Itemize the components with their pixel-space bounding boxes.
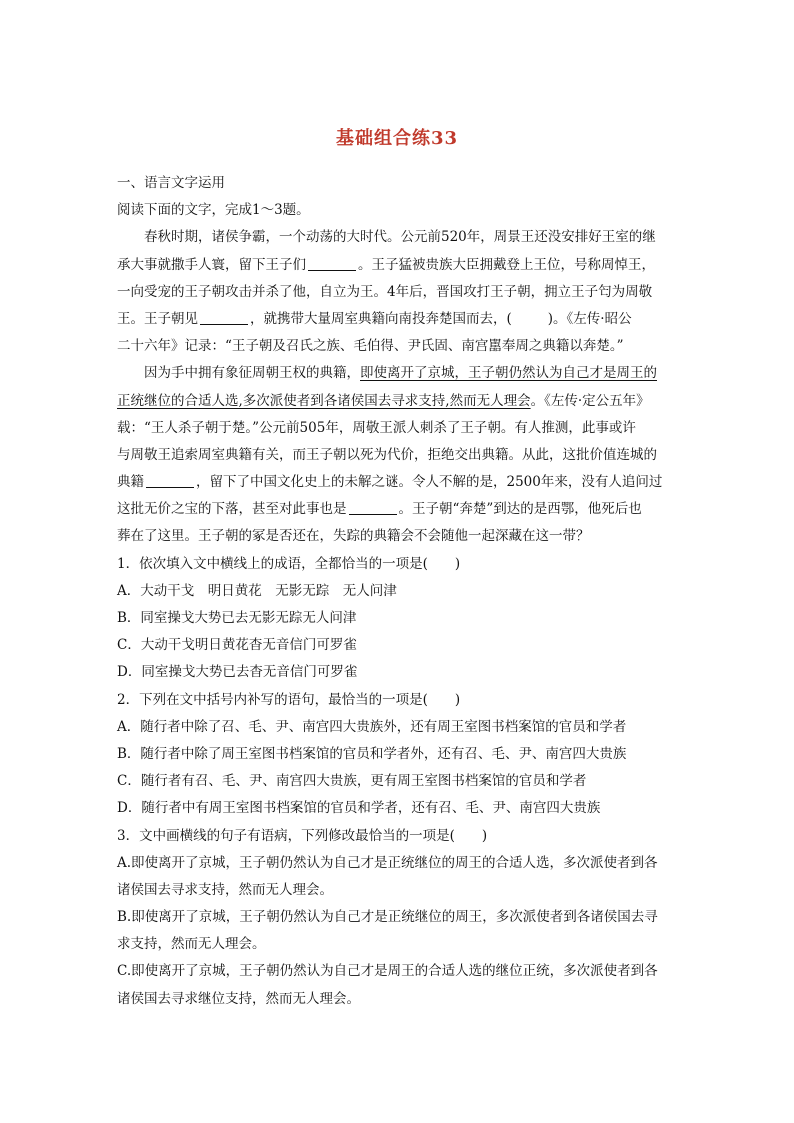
passage-line — [117, 469, 679, 496]
document-body — [117, 170, 679, 1013]
passage-line: 载：“王人杀子朝于楚。”公元前505年，周敬王派人刺杀了王子朝。有人推测，此事或许 — [117, 419, 636, 436]
fill-blank-2 — [200, 308, 248, 325]
underlined-sentence: 即使离开了京城，王子朝仍然认为自己才是周王的 — [360, 365, 657, 382]
question-stem: 3．文中画横线的句子有语病，下列修改最恰当的一项是( ) — [117, 827, 488, 844]
passage-text: 典籍 — [117, 474, 144, 491]
option-a: A．随行者中除了召、毛、尹、南宫四大贵族外，还有周王室图书档案馆的官员和学者 — [117, 718, 627, 735]
page-title: 基础组合练33 — [335, 128, 459, 149]
question-stem: 1．依次填入文中横线上的成语，全都恰当的一项是( ) — [117, 555, 461, 572]
option-d: D．同室操戈大势已去杳无音信门可罗雀 — [117, 664, 358, 681]
option-c-cont: 诸侯国去寻求继位支持，然而无人理会。 — [117, 990, 360, 1007]
passage-line: 二十六年》记录：“王子朝及召氏之族、毛伯得、尹氏固、南宫嚚奉周之典籍以奔楚。” — [117, 338, 624, 355]
option-d: D．随行者中有周王室图书档案馆的官员和学者，还有召、毛、尹、南宫四大贵族 — [117, 800, 601, 817]
option-b: B.即使离开了京城，王子朝仍然认为自己才是正统继位的周王，多次派使者到各诸侯国去寻 — [117, 909, 658, 926]
passage-line: 葬在了这里。王子朝的冢是否还在，失踪的典籍会不会随他一起深藏在这一带？ — [117, 528, 590, 545]
passage-line — [117, 252, 679, 279]
question-1 — [117, 551, 679, 687]
fill-blank-1 — [308, 254, 356, 271]
passage-line: 一向受宠的王子朝攻击并杀了他，自立为王。4年后，晋国攻打王子朝，拥立王子匄为周敬 — [117, 283, 653, 300]
passage-line: 与周敬王追索周室典籍有关，而王子朝以死为代价，拒绝交出典籍。从此，这批价值连城的 — [117, 446, 657, 463]
underlined-sentence: 正统继位的合适人选,多次派使者到各诸侯国去寻求支持,然而无人理会 — [117, 392, 531, 409]
question-2 — [117, 687, 679, 823]
passage-text: )。《左传·昭公 — [547, 310, 632, 327]
passage-text: 承大事就撒手人寰，留下王子们 — [117, 256, 306, 273]
passage-text: 。王子猛被贵族大臣拥戴登上王位，号称周悼王， — [358, 256, 655, 273]
option-c: C．大动干戈明日黄花杳无音信门可罗雀 — [117, 637, 357, 654]
question-3 — [117, 823, 679, 1013]
question-stem: 2．下列在文中括号内补写的语句，最恰当的一项是( ) — [117, 691, 461, 708]
fill-blank-3 — [146, 471, 194, 488]
passage — [117, 224, 679, 550]
passage-line — [117, 306, 679, 333]
fill-blank-4 — [349, 498, 397, 515]
option-a: A.即使离开了京城，王子朝仍然认为自己才是正统继位的周王的合适人选，多次派使者到各 — [117, 854, 658, 871]
passage-line — [117, 388, 679, 415]
option-b: B．同室操戈大势已去无影无踪无人问津 — [117, 610, 357, 626]
option-b: B．随行者中除了周王室图书档案馆的官员和学者外，还有召、毛、尹、南宫四大贵族 — [117, 745, 627, 762]
passage-text: ，留下了中国文化史上的未解之谜。令人不解的是，2500年来，没有人追问过 — [196, 474, 663, 491]
option-c: C.即使离开了京城，王子朝仍然认为自己才是周王的合适人选的继位正统，多次派使者到各 — [117, 963, 658, 980]
option-b-cont: 求支持，然而无人理会。 — [117, 936, 266, 953]
option-a: A．大动干戈 明日黄花 无影无踪 无人问津 — [117, 582, 397, 599]
option-c: C．随行者有召、毛、尹、南宫四大贵族，更有周王室图书档案馆的官员和学者 — [117, 773, 587, 790]
passage-text: 王。王子朝见 — [117, 310, 198, 327]
instruction: 阅读下面的文字，完成1～3题。 — [117, 202, 310, 219]
passage-text: 。王子朝“奔楚”到达的是西鄂，他死后也 — [398, 501, 642, 518]
option-a-cont: 诸侯国去寻求支持，然而无人理会。 — [117, 881, 333, 898]
passage-text: 。《左传·定公五年》 — [530, 392, 650, 409]
passage-line — [117, 360, 679, 387]
passage-text: 因为手中拥有象征周朝王权的典籍， — [144, 365, 360, 382]
passage-text: 这批无价之宝的下落，甚至对此事也是 — [117, 501, 347, 518]
section-heading: 一、语言文字运用 — [117, 175, 225, 191]
passage-line: 春秋时期，诸侯争霸，一个动荡的大时代。公元前520年，周景王还没安排好王室的继 — [144, 229, 656, 246]
passage-line — [117, 496, 679, 523]
passage-text: ，就携带大量周室典籍向南投奔楚国而去，( — [250, 310, 512, 327]
